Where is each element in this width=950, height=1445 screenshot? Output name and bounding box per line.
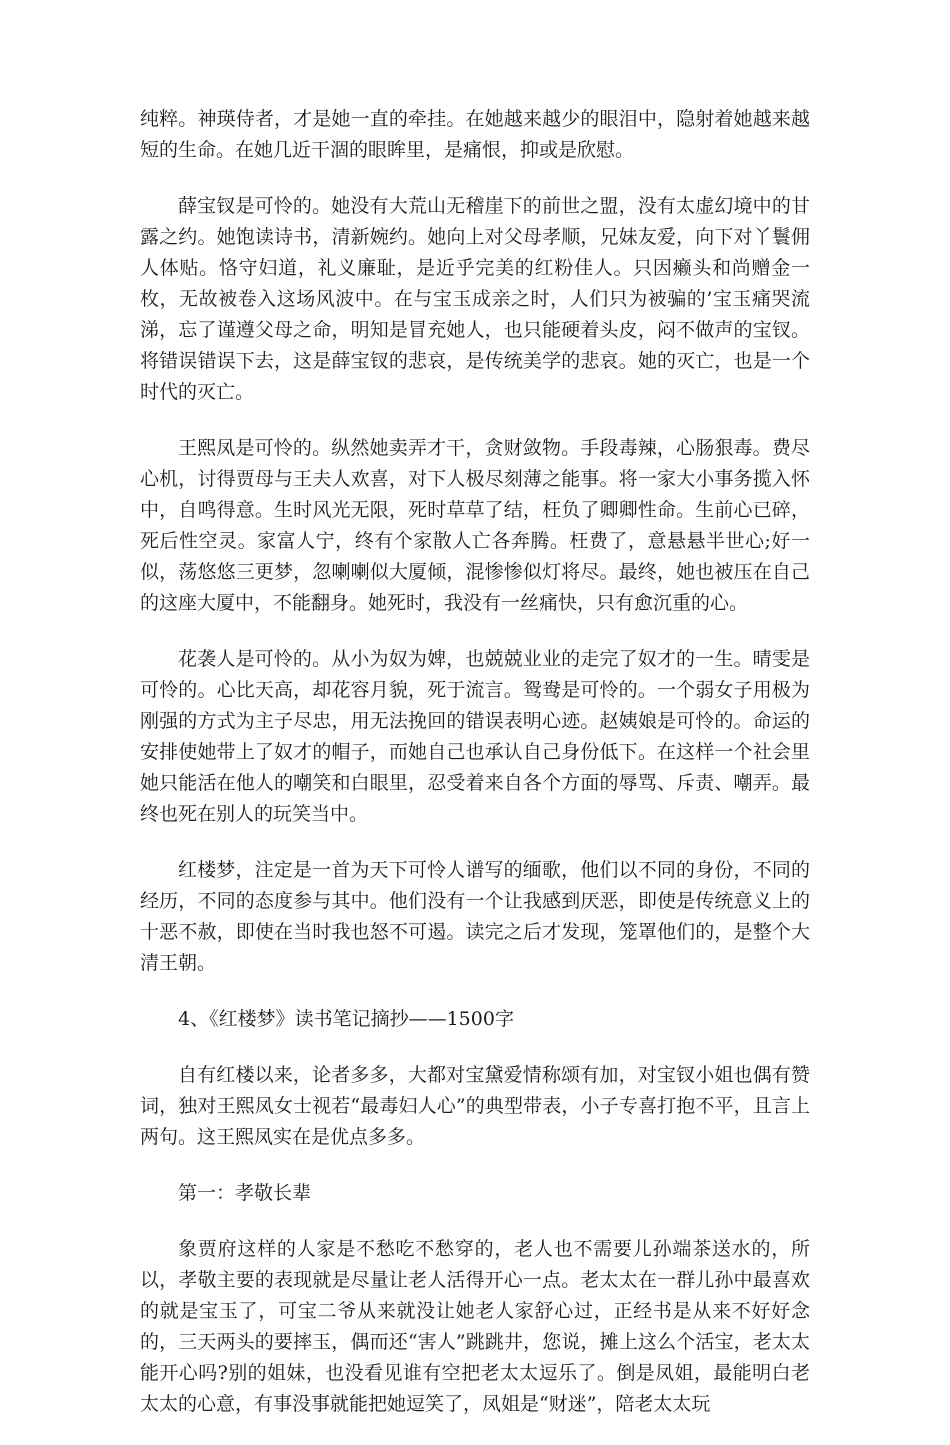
paragraph-xiren: 花袭人是可怜的。从小为奴为婢，也兢兢业业的走完了奴才的一生。晴雯是可怜的。心比天高，却花容月貌，死于流言。鸳鸯是可怜的。一个弱女子用极为刚强的方式为主子尽忠，用无法挽回的错误表明心迹。赵姨娘是可怜的。命运的安排使她带上了奴才的帽子，而她自己也承认自己身份低下。在这样一个社会里她只能活在他人的嘲笑和白眼里，忍受着来自各个方面的辱骂、斥责、嘲弄。最终也死在别人的玩笑当中。: [140, 648, 810, 825]
paragraph-baochai: 薛宝钗是可怜的。她没有大荒山无稽崖下的前世之盟，没有太虚幻境中的甘露之约。她饱读诗书，清新婉约。她向上对父母孝顺，兄妹友爱，向下对丫鬟佣人体贴。恪守妇道，礼义廉耻，是近乎完美的红粉佳人。只因癞头和尚赠金一枚，无故被卷入这场风波中。在与宝玉成亲之时，人们只为被骗的’宝玉痛哭流涕，忘了谨遵父母之命，明知是冒充她人，也只能硬着头皮，闷不做声的宝钗。将错误错误下去，这是薛宝钗的悲哀，是传统美学的悲哀。她的灭亡，也是一个时代的灭亡。: [140, 195, 810, 403]
paragraph-filial: 象贾府这样的人家是不愁吃不愁穿的，老人也不需要儿孙端茶送水的，所以，孝敬主要的表现就是尽量让老人活得开心一点。老太太在一群儿孙中最喜欢的就是宝玉了，可宝二爷从来就没让她老人家舒心过，正经书是从来不好好念的，三天两头的要摔玉，偶而还“害人”跳跳井，您说，摊上这么个活宝，老太太能开心吗?别的姐妹，也没看见谁有空把老太太逗乐了。倒是凤姐，最能明白老太太的心意，有事没事就能把她逗笑了，凤姐是“财迷”，陪老太太玩: [140, 1238, 810, 1415]
section-heading: 4、《红楼梦》读书笔记摘抄——1500字: [178, 1008, 514, 1030]
paragraph-continuation: 纯粹。神瑛侍者，才是她一直的牵挂。在她越来越少的眼泪中，隐射着她越来越短的生命。在她几近干涸的眼眸里，是痛恨，抑或是欣慰。: [140, 108, 810, 161]
document-body: [140, 104, 810, 1445]
subsection-heading: 第一：孝敬长辈: [178, 1182, 312, 1204]
paragraph-xifeng: 王熙凤是可怜的。纵然她卖弄才干，贪财敛物。手段毒辣，心肠狠毒。费尽心机，讨得贾母与王夫人欢喜，对下人极尽刻薄之能事。将一家大小事务揽入怀中，自鸣得意。生时风光无限，死时草草了结，枉负了卿卿性命。生前心已碎，死后性空灵。家富人宁，终有个家散人亡各奔腾。枉费了，意悬悬半世心;好一似，荡悠悠三更梦，忽喇喇似大厦倾，混惨惨似灯将尽。最终，她也被压在自己的这座大厦中，不能翻身。她死时，我没有一丝痛快，只有愈沉重的心。: [140, 437, 810, 614]
paragraph-conclusion: 红楼梦，注定是一首为天下可怜人谱写的缅歌，他们以不同的身份，不同的经历，不同的态度参与其中。他们没有一个让我感到厌恶，即使是传统意义上的十恶不赦，即使在当时我也怒不可遏。读完之后才发现，笼罩他们的，是整个大清王朝。: [140, 859, 810, 974]
paragraph-intro: 自有红楼以来，论者多多，大都对宝黛爱情称颂有加，对宝钗小姐也偶有赞词，独对王熙凤女士视若“最毒妇人心”的典型带表，小子专喜打抱不平，且言上两句。这王熙凤实在是优点多多。: [140, 1064, 810, 1148]
